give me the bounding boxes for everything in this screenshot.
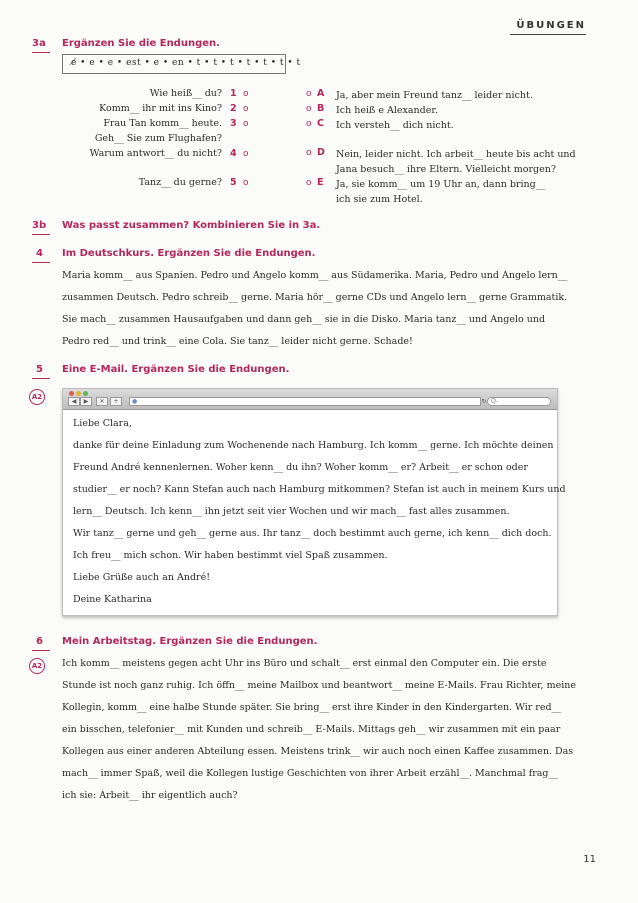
email-browser-window xyxy=(62,388,566,616)
answer-letter: D xyxy=(317,147,325,158)
answer-letter: B xyxy=(317,103,325,114)
exercise-6-title: Mein Arbeitstag. Ergänzen Sie die Endungen. xyxy=(62,636,318,647)
minimize-window-icon[interactable] xyxy=(76,391,81,396)
answer-text-line: Jana besuch__ ihre Eltern. Vielleicht morgen? xyxy=(336,164,556,175)
email-line: danke für deine Einladung zum Wochenende nach Hamburg. Ich komm__ gerne. Ich möchte deinen xyxy=(73,440,554,451)
question-text: Warum antwort__ du nicht? xyxy=(89,148,222,159)
close-window-icon[interactable] xyxy=(69,391,74,396)
answer-text-line: Ja, aber mein Freund tanz__ leider nicht. xyxy=(336,90,533,101)
match-dot-icon: o xyxy=(306,178,312,188)
add-tab-icon[interactable]: + xyxy=(110,397,122,406)
search-field[interactable]: Q- xyxy=(487,397,551,406)
match-dot-icon: o xyxy=(306,104,312,114)
question-number: 1 xyxy=(230,88,237,99)
exercise-number-underline xyxy=(32,234,50,235)
answer-text-line: Ich versteh__ dich nicht. xyxy=(336,120,454,131)
match-dot-icon: o xyxy=(243,89,249,99)
match-dot-icon: o xyxy=(243,149,249,159)
question-number: 4 xyxy=(230,148,237,159)
reload-icon[interactable]: ↻ xyxy=(481,398,487,405)
answer-text-line: Nein, leider nicht. Ich arbeit__ heute bis acht und xyxy=(336,149,576,160)
text-line: Kollegen aus einer anderen Abteilung essen. Meistens trink__ wir auch noch einen Kaffee zusammen. Das xyxy=(62,746,574,757)
text-line: zusammen Deutsch. Pedro schreib__ gerne. Maria hör__ gerne CDs und Angelo lern__ gerne Grammatik. xyxy=(62,292,568,303)
answer-text-line: Ja, sie komm__ um 19 Uhr an, dann bring__ xyxy=(336,179,546,190)
text-line: mach__ immer Spaß, weil die Kollegen lustige Geschichten von ihrer Arbeit erzähl__. Manchmal frag__ xyxy=(62,768,559,779)
email-line: Freund André kennenlernen. Woher kenn__ du ihn? Woher komm__ er? Arbeit__ er schon oder xyxy=(73,462,528,473)
answer-text-line: Ich heiß e Alexander. xyxy=(336,105,438,116)
exercise-number-underline xyxy=(32,262,50,263)
match-dot-icon: o xyxy=(306,89,312,99)
header-divider xyxy=(510,34,586,35)
exercise-3b-title: Was passt zusammen? Kombinieren Sie in 3a. xyxy=(62,220,321,231)
question-text: Geh__ Sie zum Flughafen? xyxy=(94,133,222,144)
question-text: Komm__ ihr mit ins Kino? xyxy=(99,103,222,114)
page-number: 11 xyxy=(583,854,596,865)
email-line: studier__ er noch? Kann Stefan auch nach Hamburg mitkommen? Stefan ist auch in meinem Kurs und xyxy=(73,484,566,495)
exercise-number-3a: 3a xyxy=(32,38,46,49)
exercise-4-title: Im Deutschkurs. Ergänzen Sie die Endungen. xyxy=(62,248,316,259)
answer-letter: E xyxy=(317,177,324,188)
close-tab-icon[interactable]: ✕ xyxy=(96,397,108,406)
email-line: lern__ Deutsch. Ich kenn__ ihn jetzt seit vier Wochen und wir mach__ fast alles zusammen. xyxy=(73,506,510,517)
level-badge: A2 xyxy=(29,658,45,674)
text-line: Sie mach__ zusammen Hausaufgaben und dann geh__ sie in die Disko. Maria tanz__ und Angelo und xyxy=(62,314,546,325)
text-line: Stunde ist noch ganz ruhig. Ich öffn__ meine Mailbox und beantwort__ meine E-Mails. Frau Richter, meine xyxy=(62,680,577,691)
level-badge: A2 xyxy=(29,389,45,405)
endings-box: e̸ • e • e • est • e • en • t • t • t • t • t • t • t xyxy=(62,54,286,74)
question-number: 3 xyxy=(230,118,237,129)
match-dot-icon: o xyxy=(306,148,312,158)
email-line: Deine Katharina xyxy=(73,594,152,605)
text-line: Ich komm__ meistens gegen acht Uhr ins Büro und schalt__ erst einmal den Computer ein. Die erste xyxy=(62,658,547,669)
question-number: 2 xyxy=(230,103,237,114)
match-dot-icon: o xyxy=(243,119,249,129)
answer-letter: A xyxy=(317,88,325,99)
browser-toolbar xyxy=(63,389,557,410)
text-line: ein bisschen, telefonier__ mit Kunden und schreib__ E-Mails. Mittags geh__ wir zusammen mit ein paar xyxy=(62,724,561,735)
exercise-number-underline xyxy=(32,650,50,651)
match-dot-icon: o xyxy=(306,119,312,129)
question-number: 5 xyxy=(230,177,237,188)
answer-text-line: ich sie zum Hotel. xyxy=(336,194,423,205)
exercise-5-title: Eine E-Mail. Ergänzen Sie die Endungen. xyxy=(62,364,290,375)
match-dot-icon: o xyxy=(243,104,249,114)
zoom-window-icon[interactable] xyxy=(83,391,88,396)
email-line: Ich freu__ mich schon. Wir haben bestimmt viel Spaß zusammen. xyxy=(73,550,388,561)
text-line: ich sie: Arbeit__ ihr eigentlich auch? xyxy=(62,790,238,801)
email-line: Liebe Grüße auch an André! xyxy=(73,572,211,583)
email-line: Liebe Clara, xyxy=(73,418,132,429)
back-arrow-icon[interactable]: ◀ xyxy=(68,397,80,406)
exercise-number-3b: 3b xyxy=(32,220,47,231)
text-line: Kollegin, komm__ eine halbe Stunde später. Sie bring__ erst ihre Kinder in den Kindergarten. Wir red__ xyxy=(62,702,562,713)
question-text: Tanz__ du gerne? xyxy=(138,177,222,188)
question-text: Frau Tan komm__ heute. xyxy=(103,118,222,129)
exercise-number-underline xyxy=(32,52,50,53)
section-label: ÜBUNGEN xyxy=(516,20,586,31)
text-line: Pedro red__ und trink__ eine Cola. Sie tanz__ leider nicht gerne. Schade! xyxy=(62,336,413,347)
forward-arrow-icon[interactable]: ▶ xyxy=(80,397,92,406)
text-line: Maria komm__ aus Spanien. Pedro und Angelo komm__ aus Südamerika. Maria, Pedro und Angelo lern__ xyxy=(62,270,568,281)
exercise-number-underline xyxy=(32,378,50,379)
question-text: Wie heiß__ du? xyxy=(149,88,222,99)
answer-letter: C xyxy=(317,118,324,129)
exercise-number-5: 5 xyxy=(36,364,43,375)
email-line: Wir tanz__ gerne und geh__ gerne aus. Ihr tanz__ doch bestimmt auch gerne, ich kenn__ dich doch. xyxy=(73,528,552,539)
address-bar[interactable] xyxy=(129,397,481,406)
exercise-number-6: 6 xyxy=(36,636,43,647)
exercise-number-4: 4 xyxy=(36,248,43,259)
match-dot-icon: o xyxy=(243,178,249,188)
exercise-3a-title: Ergänzen Sie die Endungen. xyxy=(62,38,220,49)
globe-icon: ● xyxy=(132,398,138,405)
